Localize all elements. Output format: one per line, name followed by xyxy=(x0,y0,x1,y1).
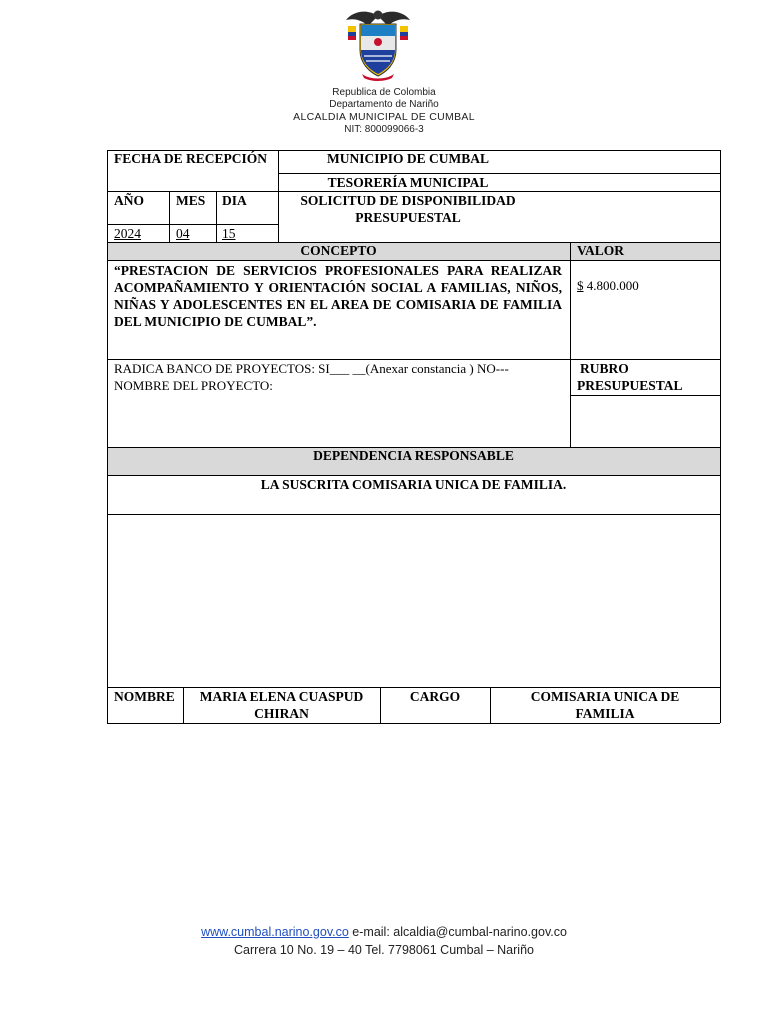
coat-of-arms-logo xyxy=(344,6,412,82)
municipio-label: MUNICIPIO DE CUMBAL xyxy=(327,151,489,166)
dia-value: 15 xyxy=(222,226,236,241)
valor-amount xyxy=(577,278,639,294)
header-municipality: ALCALDIA MUNICIPAL DE CUMBAL xyxy=(293,111,475,123)
valor-label: VALOR xyxy=(577,243,625,258)
footer-address: Carrera 10 No. 19 – 40 Tel. 7798061 Cumbal – Nariño xyxy=(234,943,534,957)
nombre-value-2: CHIRAN xyxy=(254,706,309,721)
nombre-label: NOMBRE xyxy=(114,689,175,704)
header-nit: NIT: 800099066-3 xyxy=(344,124,424,135)
fecha-recepcion-label: FECHA DE RECEPCIÓN xyxy=(114,151,268,166)
radica-banco-text: RADICA BANCO DE PROYECTOS: SI___ __(Anexar constancia ) NO--- xyxy=(114,361,509,376)
rubro-label-1: RUBRO xyxy=(580,361,629,376)
header-department: Departamento de Nariño xyxy=(329,99,439,110)
solicitud-line-1: SOLICITUD DE DISPONIBILIDAD xyxy=(300,193,516,208)
concepto-text: “PRESTACION DE SERVICIOS PROFESIONALES PARA REALIZAR ACOMPAÑAMIENTO Y ORIENTACIÓN SOCIAL A FAMILIAS, NIÑOS, NIÑAS Y ADOLESCENTES EN EL AREA DE COMISARIA DE FAMILIA DEL MUNICIPIO DE CUMBAL”. xyxy=(114,263,562,329)
currency-symbol: $ xyxy=(577,278,584,293)
rubro-label-2: PRESUPUESTAL xyxy=(577,378,683,393)
nombre-value-1: MARIA ELENA CUASPUD xyxy=(199,689,364,704)
tesoreria-label: TESORERÍA MUNICIPAL xyxy=(327,175,489,190)
website-link[interactable]: www.cumbal.narino.gov.co xyxy=(201,925,349,939)
solicitud-line-2: PRESUPUESTAL xyxy=(355,210,461,225)
cargo-value-1: COMISARIA UNICA DE xyxy=(530,689,680,704)
dia-label: DIA xyxy=(222,193,247,208)
anio-label: AÑO xyxy=(114,193,144,208)
cargo-value-2: FAMILIA xyxy=(575,706,635,721)
header-country: Republica de Colombia xyxy=(332,87,436,98)
nombre-proyecto-label: NOMBRE DEL PROYECTO: xyxy=(114,378,273,393)
cargo-label: CARGO xyxy=(409,689,461,704)
suscrita-text: LA SUSCRITA COMISARIA UNICA DE FAMILIA. xyxy=(260,477,567,492)
mes-value: 04 xyxy=(176,226,190,241)
anio-value: 2024 xyxy=(114,226,141,241)
footer-email: e-mail: alcaldia@cumbal-narino.gov.co xyxy=(348,925,567,939)
valor-number: 4.800.000 xyxy=(583,278,639,293)
dependencia-label: DEPENDENCIA RESPONSABLE xyxy=(313,448,514,463)
footer-contact xyxy=(0,925,768,939)
concepto-label: CONCEPTO xyxy=(300,243,377,258)
mes-label: MES xyxy=(176,193,206,208)
